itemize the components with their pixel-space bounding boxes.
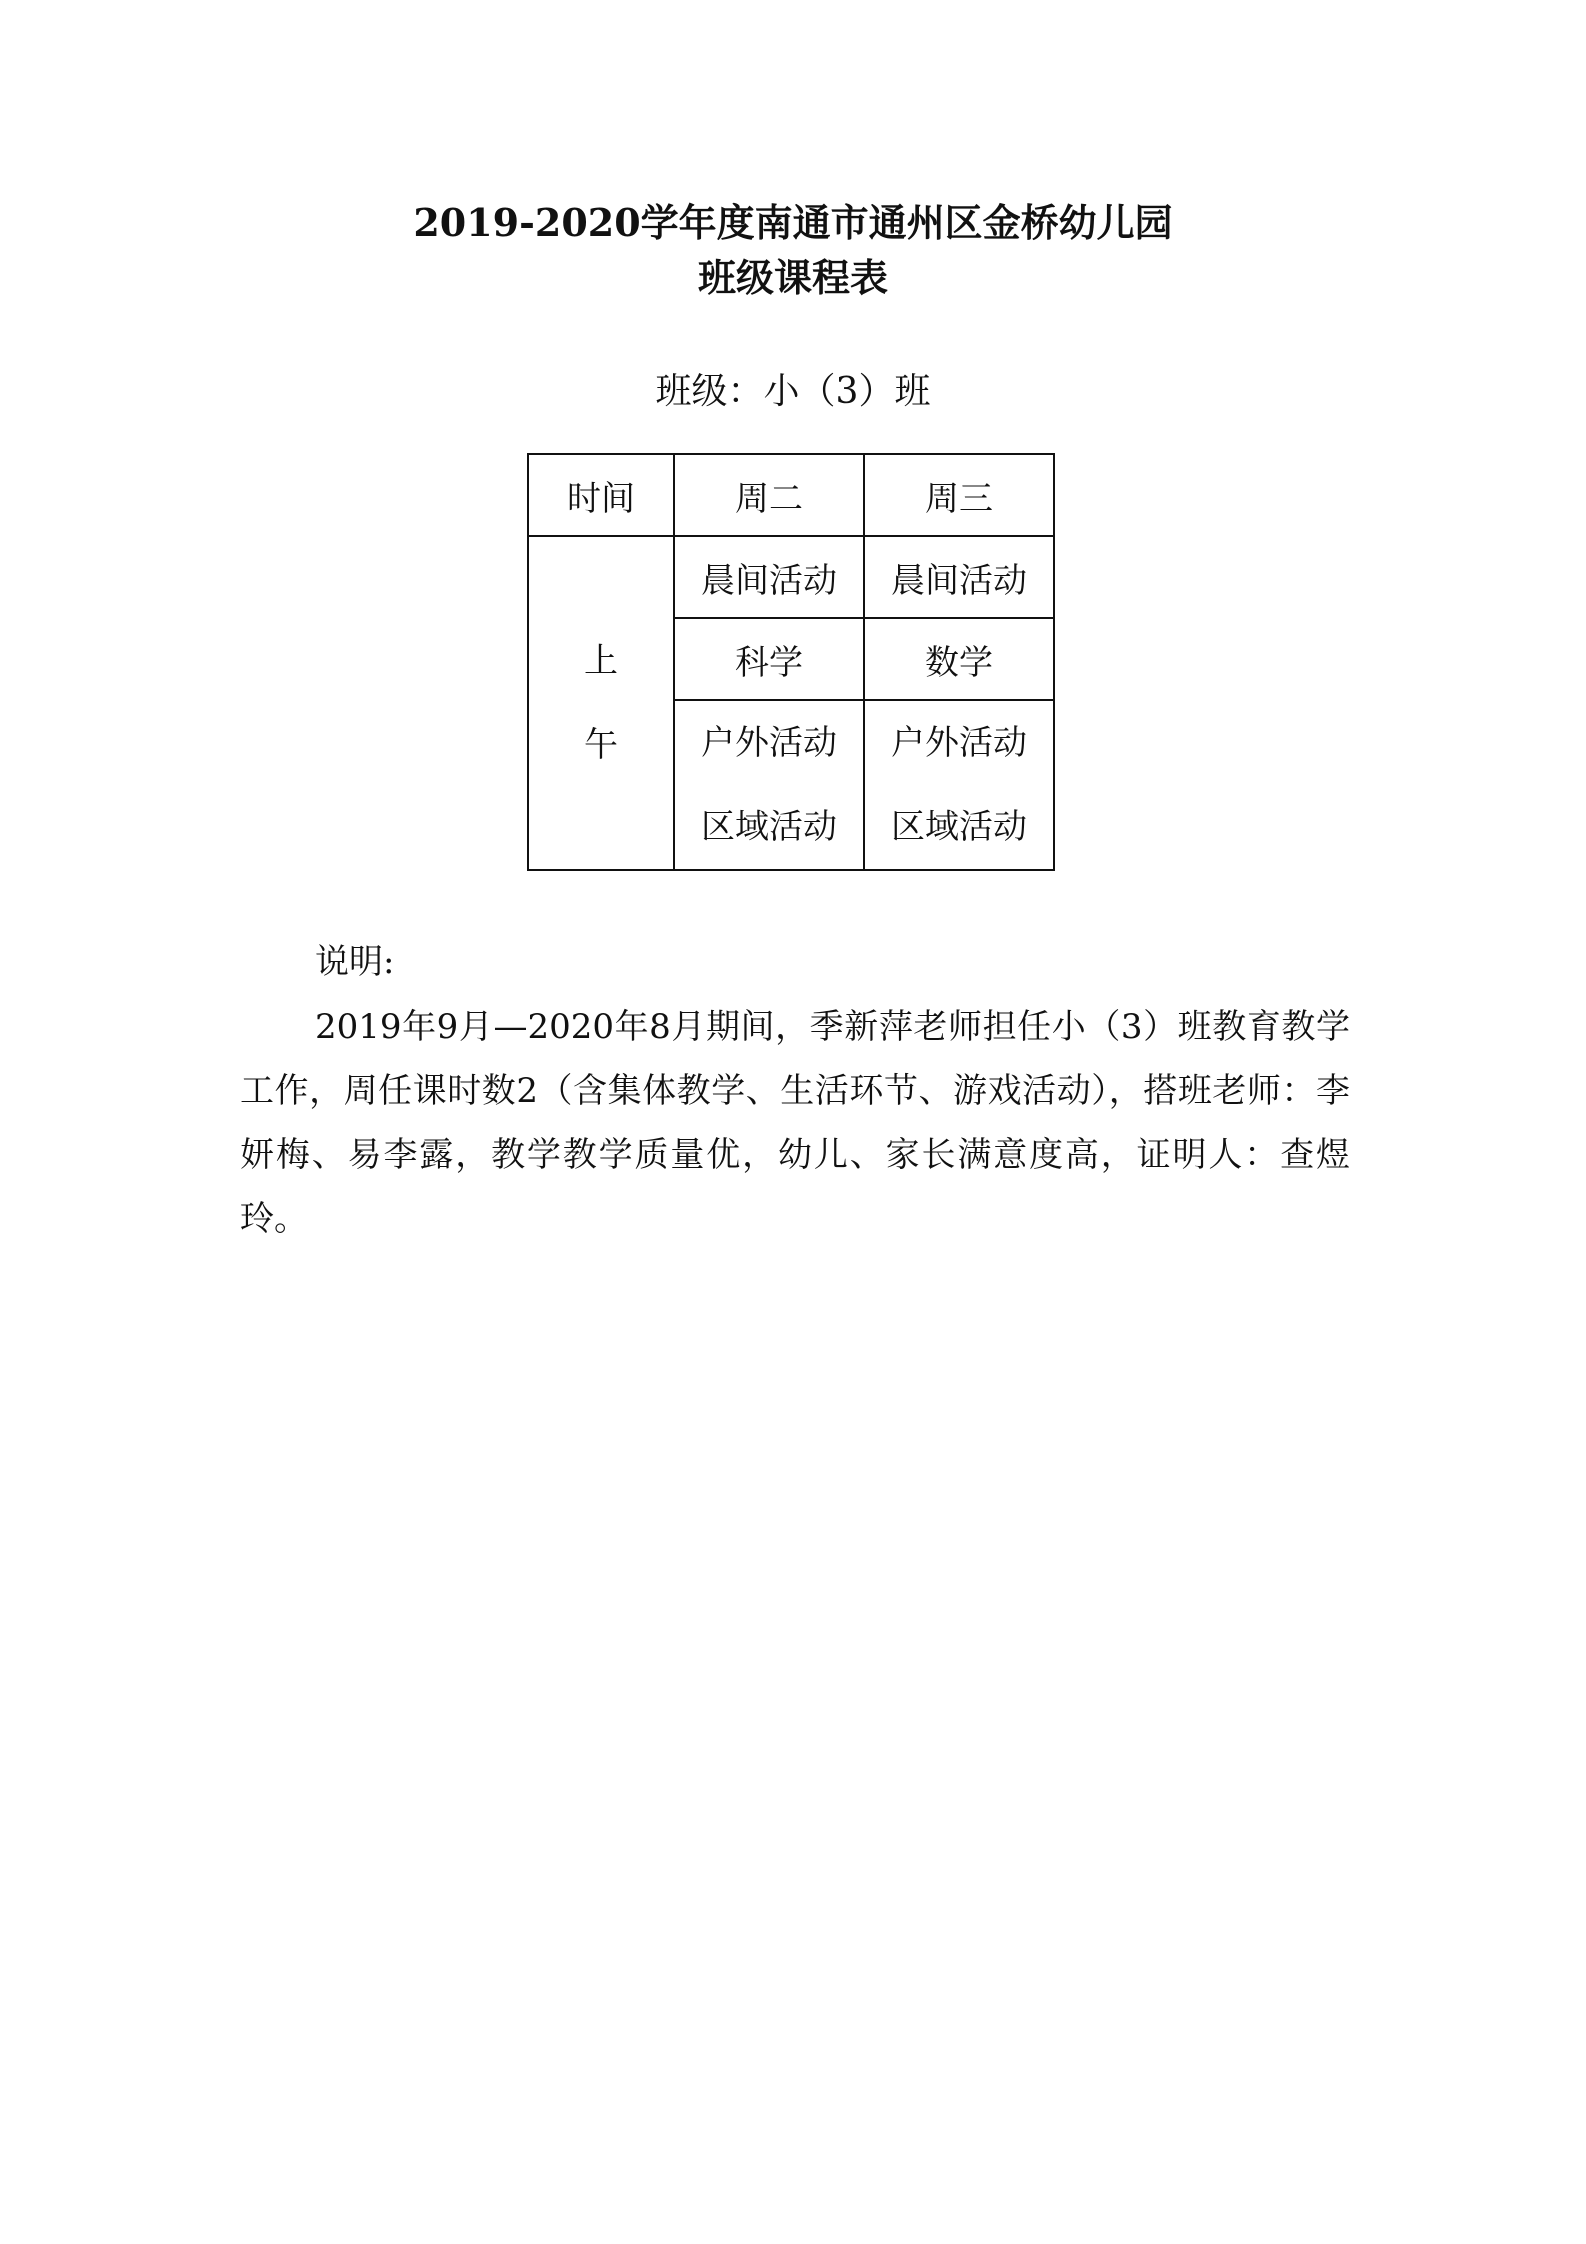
cell-line: 户外活动 bbox=[701, 723, 837, 763]
table-cell: 科学 bbox=[674, 618, 864, 700]
table-cell-merged bbox=[864, 700, 1054, 870]
document-title: 2019-2020学年度南通市通州区金桥幼儿园 bbox=[413, 200, 1173, 245]
table-header-row bbox=[528, 454, 1054, 536]
period-char: 午 bbox=[584, 725, 618, 765]
table-cell: 数学 bbox=[864, 618, 1054, 700]
cell-line: 区域活动 bbox=[891, 807, 1027, 847]
notes-paragraph: 2019年9月—2020年8月期间，季新萍老师担任小（3）班教育教学工作，周任课时数2（含集体教学、生活环节、游戏活动），搭班老师：李妍梅、易李露，教学教学质量优，幼儿、家长满意度高，证明人：查煜玲。 bbox=[240, 1007, 1350, 1239]
header-cell-wednesday: 周三 bbox=[864, 454, 1054, 536]
period-cell-morning bbox=[528, 536, 674, 870]
header-cell-time: 时间 bbox=[528, 454, 674, 536]
notes-label: 说明: bbox=[315, 942, 395, 982]
table-row bbox=[528, 536, 1054, 618]
table-cell: 晨间活动 bbox=[674, 536, 864, 618]
table-cell: 晨间活动 bbox=[864, 536, 1054, 618]
document-subtitle: 班级课程表 bbox=[697, 255, 888, 300]
period-char: 上 bbox=[584, 641, 618, 681]
cell-line: 区域活动 bbox=[701, 807, 837, 847]
table-cell-merged bbox=[674, 700, 864, 870]
class-label: 班级：小（3）班 bbox=[655, 371, 931, 412]
header-cell-tuesday: 周二 bbox=[674, 454, 864, 536]
cell-line: 户外活动 bbox=[891, 723, 1027, 763]
schedule-table bbox=[527, 453, 1055, 871]
